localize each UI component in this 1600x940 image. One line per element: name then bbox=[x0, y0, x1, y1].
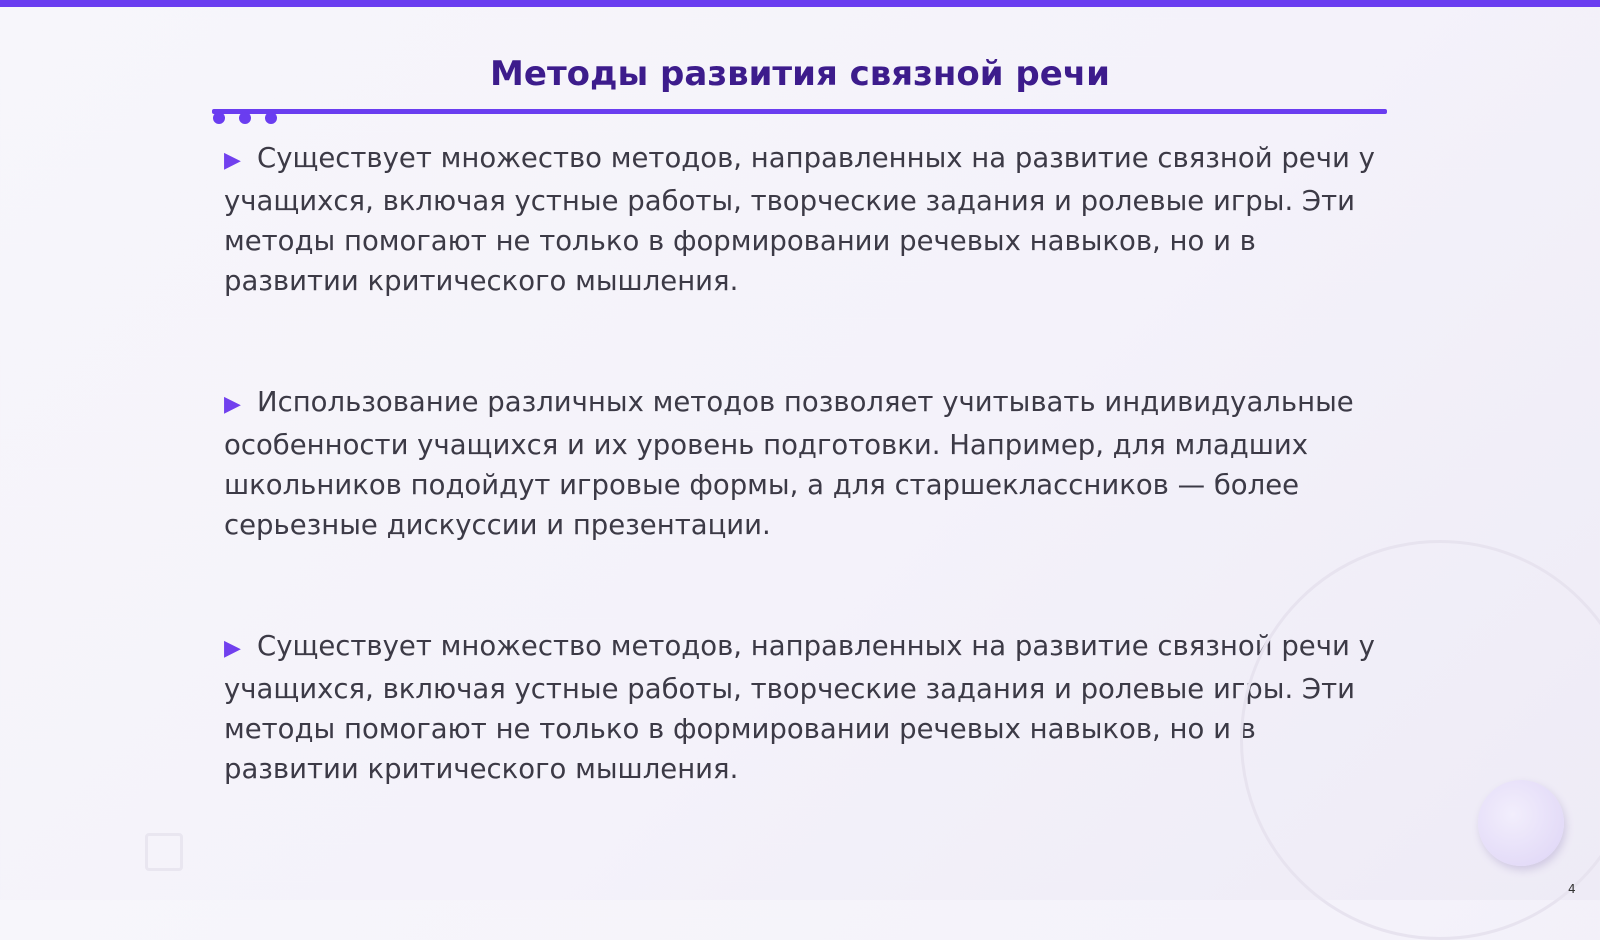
paragraph-text: Существует множество методов, направленных на развитие связной речи у учащихся, включая устные работы, творческие задания и ролевые игры. Эти методы помогают не только в формировании речевых навыков, но и в развитии критического мышления. bbox=[224, 142, 1375, 297]
decor-dot bbox=[265, 112, 277, 124]
paragraph-text: Использование различных методов позволяет учитывать индивидуальные особенности учащихся и их уровень подготовки. Например, для младших школьников подойдут игровые формы, а для старшеклассников — более серьезные дискуссии и презентации. bbox=[224, 386, 1354, 541]
slide-title: Методы развития связной речи bbox=[490, 54, 1110, 94]
decor-square bbox=[145, 833, 183, 871]
bullet-paragraph bbox=[224, 382, 1389, 545]
decor-sphere bbox=[1478, 780, 1564, 866]
decor-dot bbox=[239, 112, 251, 124]
bullet-arrow-icon: ▶ bbox=[224, 392, 241, 417]
paragraph-text: Существует множество методов, направленных на развитие связной речи у учащихся, включая устные работы, творческие задания и ролевые игры. Эти методы помогают не только в формировании речевых навыков, но и в развитии критического мышления. bbox=[224, 630, 1375, 785]
page-number: 4 bbox=[1568, 882, 1576, 896]
decor-dot bbox=[213, 112, 225, 124]
bullet-paragraph bbox=[224, 138, 1389, 301]
title-underline bbox=[212, 109, 1387, 114]
bullet-arrow-icon: ▶ bbox=[224, 148, 241, 173]
top-accent-bar bbox=[0, 0, 1600, 7]
slide-body bbox=[224, 138, 1389, 870]
bullet-arrow-icon: ▶ bbox=[224, 636, 241, 661]
bullet-paragraph bbox=[224, 626, 1389, 789]
